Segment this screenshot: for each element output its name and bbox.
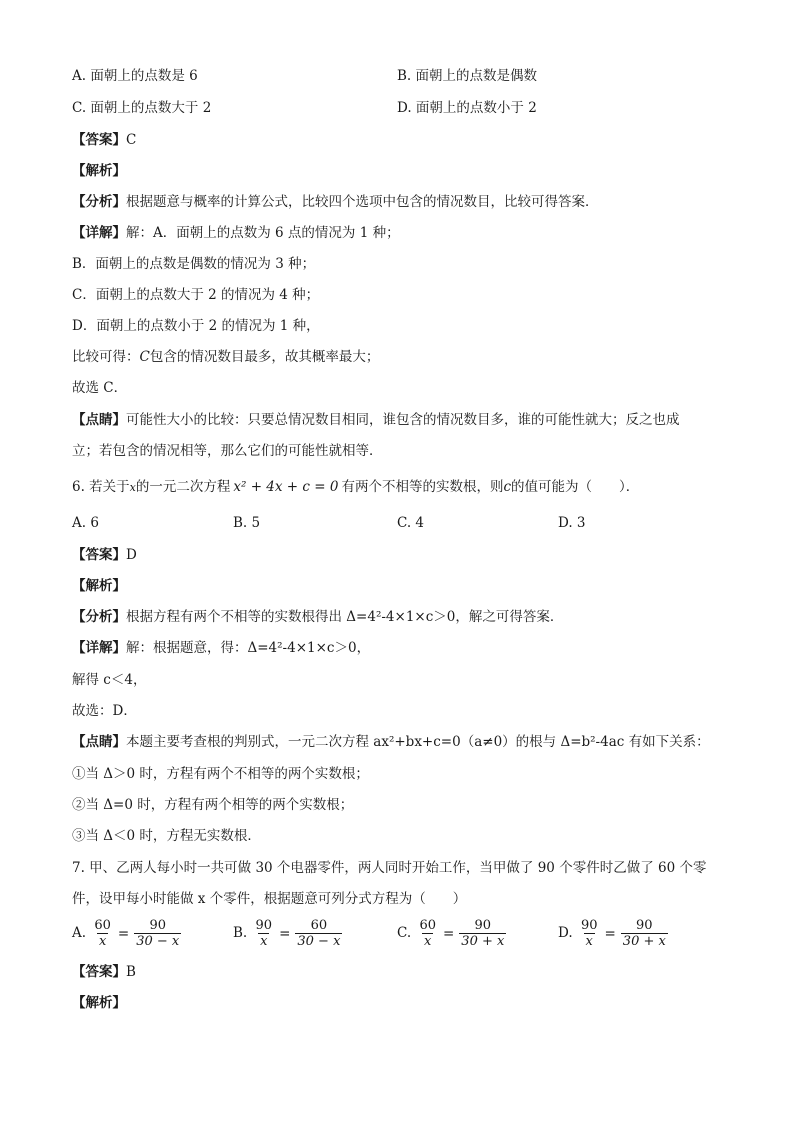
q7-analysis-label: 【解析】 — [72, 995, 126, 1011]
q5-xiangjie — [72, 223, 400, 243]
answer-label: 【答案】 — [72, 132, 126, 148]
q5-answer — [72, 130, 136, 150]
answer-value: D — [126, 547, 137, 563]
option-label: B. — [233, 925, 248, 941]
compare-var: C — [139, 349, 150, 365]
q6-option-c: C. 4 — [397, 515, 425, 531]
q7-option-b — [233, 916, 344, 951]
q6-stem-var2: c — [503, 479, 512, 495]
equals-sign: = — [442, 925, 455, 942]
q5-option-d: D. 面朝上的点数小于 2 — [397, 100, 537, 116]
q6-option-a: A. 6 — [72, 515, 99, 531]
q6-stem-pre: 6. 若关于 — [72, 479, 130, 495]
xiangjie-label: 【详解】 — [72, 225, 126, 241]
q6-stem-var: x — [129, 481, 136, 494]
q7-answer — [72, 962, 136, 982]
q5-line-d: D．面朝上的点数小于 2 的情况为 1 种， — [72, 318, 320, 334]
dianjing-text: 本题主要考查根的判别式，一元二次方程 ax²+bx+c=0（a≠0）的根与 Δ=b²-4ac 有如下关系： — [126, 734, 710, 750]
numerator: 60 — [419, 918, 436, 933]
denominator: x — [260, 934, 268, 949]
q5-fenxi — [72, 192, 599, 212]
q6-option-b: B. 5 — [233, 515, 261, 531]
q5-analysis-label: 【解析】 — [72, 163, 126, 179]
q6-answer — [72, 545, 137, 565]
q6-case-1: ①当 Δ＞0 时，方程有两个不相等的两个实数根； — [72, 766, 369, 782]
fenxi-text: 根据方程有两个不相等的实数根得出 Δ=4²-4×1×c＞0，解之可得答案． — [126, 609, 564, 625]
q5-option-b: B. 面朝上的点数是偶数 — [397, 68, 538, 84]
q6-dianjing — [72, 732, 710, 752]
numerator: 60 — [310, 918, 328, 933]
q5-dianjing-2: 立；若包含的情况相等，那么它们的可能性就相等． — [72, 443, 383, 459]
numerator: 90 — [636, 918, 653, 933]
dianjing-label: 【点睛】 — [72, 412, 126, 428]
fraction-left — [92, 918, 113, 949]
equals-sign: = — [117, 925, 130, 942]
fenxi-text: 根据题意与概率的计算公式，比较四个选项中包含的情况数目，比较可得答案． — [126, 194, 599, 210]
option-label: C. — [397, 925, 412, 941]
numerator: 90 — [474, 918, 492, 933]
option-label: D. — [558, 925, 573, 941]
denominator: x — [98, 934, 107, 949]
q7-option-a — [72, 916, 183, 951]
q6-stem-post2: 的值可能为（ ）． — [511, 479, 640, 495]
answer-label: 【答案】 — [72, 964, 126, 980]
fraction-left — [254, 918, 275, 949]
xiangjie-text: 解：根据题意，得：Δ=4²-4×1×c＞0， — [126, 640, 371, 656]
option-label: A. — [72, 925, 87, 941]
q6-equation: x² + 4x + c = 0 — [233, 479, 339, 495]
fraction-right — [134, 918, 181, 949]
compare-post: 包含的情况数目最多，故其概率最大； — [149, 349, 380, 365]
q7-option-c — [397, 916, 508, 951]
q5-line-c: C．面朝上的点数大于 2 的情况为 4 种； — [72, 287, 320, 303]
q5-option-c: C. 面朝上的点数大于 2 — [72, 100, 212, 116]
dianjing-label: 【点睛】 — [72, 734, 126, 750]
fenxi-label: 【分析】 — [72, 194, 126, 210]
denominator: 30 − x — [136, 934, 180, 949]
q5-option-a: A. 面朝上的点数是 6 — [72, 68, 198, 84]
answer-value: B — [126, 964, 136, 980]
q5-line-b: B．面朝上的点数是偶数的情况为 3 种； — [72, 256, 316, 272]
fenxi-label: 【分析】 — [72, 609, 126, 625]
answer-value: C — [126, 132, 137, 148]
q6-option-d: D. 3 — [558, 515, 586, 531]
q6-analysis-label: 【解析】 — [72, 578, 126, 594]
numerator: 60 — [94, 918, 111, 933]
denominator: 30 − x — [297, 934, 341, 949]
fraction-right — [459, 918, 506, 949]
q7-stem-2: 件，设甲每小时能做 x 个零件，根据题意可列分式方程为（ ） — [72, 891, 467, 907]
xiangjie-label: 【详解】 — [72, 640, 126, 656]
q5-compare — [72, 347, 379, 367]
denominator: x — [585, 934, 593, 949]
answer-label: 【答案】 — [72, 547, 126, 563]
numerator: 90 — [580, 918, 598, 933]
q6-solve: 解得 c＜4， — [72, 672, 147, 688]
xiangjie-text: 解：A．面朝上的点数为 6 点的情况为 1 种； — [126, 225, 400, 241]
q6-case-3: ③当 Δ＜0 时，方程无实数根． — [72, 828, 261, 844]
denominator: 30 + x — [622, 934, 666, 949]
fraction-right — [295, 918, 342, 949]
q7-stem-1: 7. 甲、乙两人每小时一共可做 30 个电器零件，两人同时开始工作，当甲做了 90 个零件时乙做了 60 个零 — [72, 860, 707, 876]
fraction-left — [579, 918, 600, 949]
numerator: 90 — [255, 918, 273, 933]
denominator: 30 + x — [461, 934, 505, 949]
q6-stem — [72, 477, 639, 498]
compare-pre: 比较可得： — [72, 349, 140, 365]
numerator: 90 — [149, 918, 166, 933]
q6-choose: 故选：D． — [72, 703, 137, 719]
denominator: x — [424, 934, 432, 949]
q7-option-d — [558, 916, 670, 951]
fraction-left — [417, 918, 438, 949]
q5-choose: 故选 C． — [72, 380, 128, 396]
equals-sign: = — [279, 925, 291, 942]
q6-stem-mid: 的一元二次方程 — [135, 479, 231, 495]
q6-fenxi — [72, 607, 563, 627]
q6-stem-post1: 有两个不相等的实数根，则 — [341, 479, 504, 495]
q5-dianjing-1 — [72, 410, 680, 430]
q6-xiangjie — [72, 638, 370, 658]
fraction-right — [621, 918, 668, 949]
dianjing-text: 可能性大小的比较：只要总情况数目相同，谁包含的情况数目多，谁的可能性就大；反之也成 — [126, 412, 680, 428]
q6-case-2: ②当 Δ=0 时，方程有两个相等的两个实数根； — [72, 797, 354, 813]
equals-sign: = — [604, 925, 616, 942]
